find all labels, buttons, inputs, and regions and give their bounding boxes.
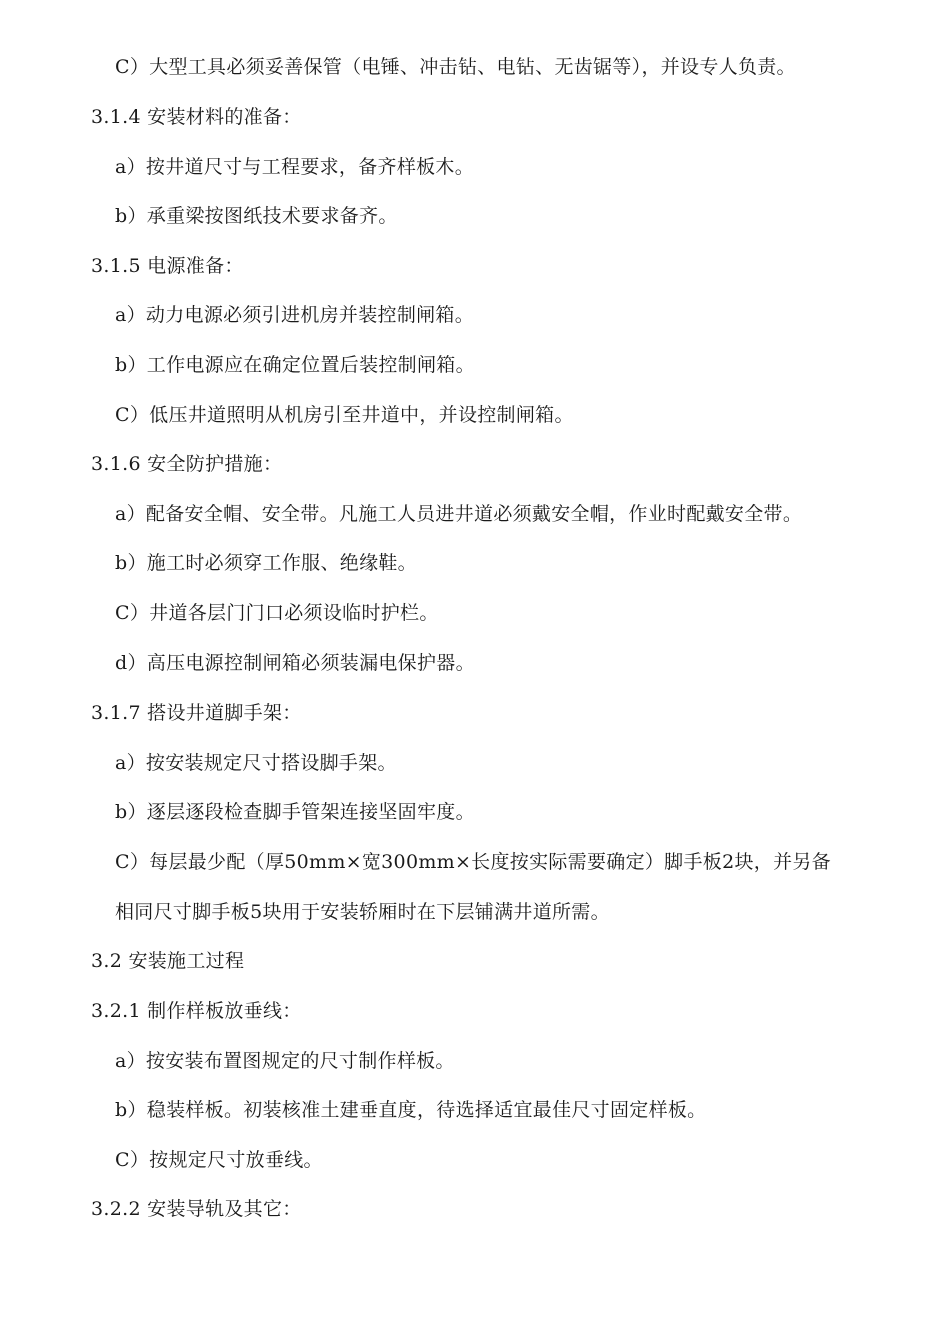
list-item: b）工作电源应在确定位置后装控制闸箱。 [115, 354, 475, 376]
list-item: b）逐层逐段检查脚手管架连接坚固牢度。 [115, 801, 475, 823]
list-item: b）稳装样板。初装核准土建垂直度，待选择适宜最佳尺寸固定样板。 [115, 1099, 707, 1121]
list-item: C）井道各层门门口必须设临时护栏。 [115, 602, 439, 624]
list-item: a）按安装规定尺寸搭设脚手架。 [115, 752, 397, 774]
list-item: a）动力电源必须引进机房并装控制闸箱。 [115, 304, 475, 326]
list-item: C）每层最少配（厚50mm×宽300mm×长度按实际需要确定）脚手板2块，并另备 [115, 851, 831, 873]
section-heading: 3.2 安装施工过程 [91, 950, 245, 972]
list-item: d）高压电源控制闸箱必须装漏电保护器。 [115, 652, 475, 674]
list-item: b）承重梁按图纸技术要求备齐。 [115, 205, 398, 227]
section-heading: 3.2.2 安装导轨及其它： [91, 1198, 302, 1220]
list-item: b）施工时必须穿工作服、绝缘鞋。 [115, 552, 417, 574]
list-item: a）配备安全帽、安全带。凡施工人员进井道必须戴安全帽，作业时配戴安全带。 [115, 503, 803, 525]
list-item-continuation: 相同尺寸脚手板5块用于安装轿厢时在下层铺满井道所需。 [115, 901, 610, 923]
list-item: C）大型工具必须妥善保管（电锤、冲击钻、电钻、无齿锯等），并设专人负责。 [115, 56, 796, 78]
list-item: C）按规定尺寸放垂线。 [115, 1149, 323, 1171]
section-heading: 3.1.6 安全防护措施： [91, 453, 283, 475]
list-item: a）按安装布置图规定的尺寸制作样板。 [115, 1050, 455, 1072]
section-heading: 3.1.5 电源准备： [91, 255, 244, 277]
section-heading: 3.2.1 制作样板放垂线： [91, 1000, 302, 1022]
section-heading: 3.1.7 搭设井道脚手架： [91, 702, 302, 724]
section-heading: 3.1.4 安装材料的准备： [91, 106, 302, 128]
list-item: C）低压井道照明从机房引至井道中，并设控制闸箱。 [115, 404, 574, 426]
list-item: a）按井道尺寸与工程要求，备齐样板木。 [115, 156, 475, 178]
